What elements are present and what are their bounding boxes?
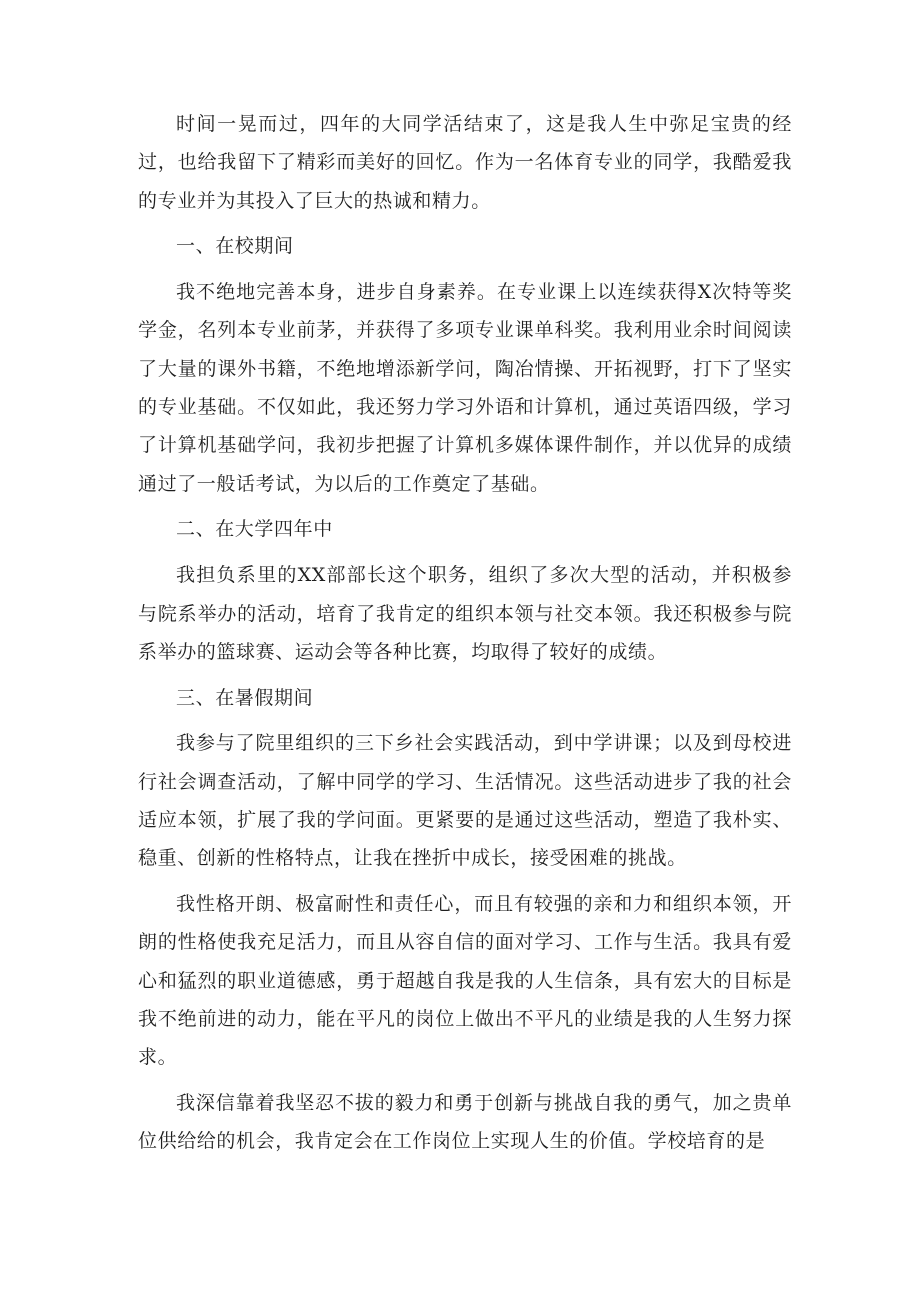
campus-paragraph: 我不绝地完善本身，进步自身素养。在专业课上以连续获得X次特等奖学金，名列本专业前茅，并获得了多项专业课单科奖。我利用业余时间阅读了大量的课外书籍，不绝地增添新学问，陶冶情操、开拓视野，打下了坚实的专业基础。不仅如此，我还努力学习外语和计算机，通过英语四级，学习了计算机基础学问，我初步把握了计算机多媒体课件制作，并以优异的成绩通过了一般话考试，为以后的工作奠定了基础。 <box>138 281 792 495</box>
university-paragraph: 我担负系里的XX部部长这个职务，组织了多次大型的活动，并积极参与院系举办的活动，培育了我肯定的组织本领与社交本领。我还积极参与院系举办的篮球赛、运动会等各种比赛，均取得了较好的成绩。 <box>138 564 792 663</box>
section-heading-campus: 一、在校期间 <box>176 235 294 258</box>
personality-paragraph: 我性格开朗、极富耐性和责任心，而且有较强的亲和力和组织本领，开朗的性格使我充足活力，而且从容自信的面对学习、工作与生活。我具有爱心和猛烈的职业道德感，勇于超越自我是我的人生信条，具有宏大的目标是我不绝前进的动力，能在平凡的岗位上做出不平凡的业绩是我的人生努力探求。 <box>138 893 792 1069</box>
closing-paragraph: 我深信靠着我坚忍不拔的毅力和勇于创新与挑战自我的勇气，加之贵单位供给给的机会，我肯定会在工作岗位上实现人生的价值。学校培育的是 <box>138 1092 792 1153</box>
intro-paragraph: 时间一晃而过，四年的大同学活结束了，这是我人生中弥足宝贵的经过，也给我留下了精彩而美好的回忆。作为一名体育专业的同学，我酷爱我的专业并为其投入了巨大的热诚和精力。 <box>138 113 792 212</box>
document-body <box>138 105 792 1168</box>
section-heading-summer: 三、在暑假期间 <box>176 686 314 709</box>
summer-paragraph: 我参与了院里组织的三下乡社会实践活动，到中学讲课；以及到母校进行社会调查活动，了解中同学的学习、生活情况。这些活动进步了我的社会适应本领，扩展了我的学问面。更紧要的是通过这些活动，塑造了我朴实、稳重、创新的性格特点，让我在挫折中成长，接受困难的挑战。 <box>138 732 792 870</box>
section-heading-university: 二、在大学四年中 <box>176 518 333 541</box>
